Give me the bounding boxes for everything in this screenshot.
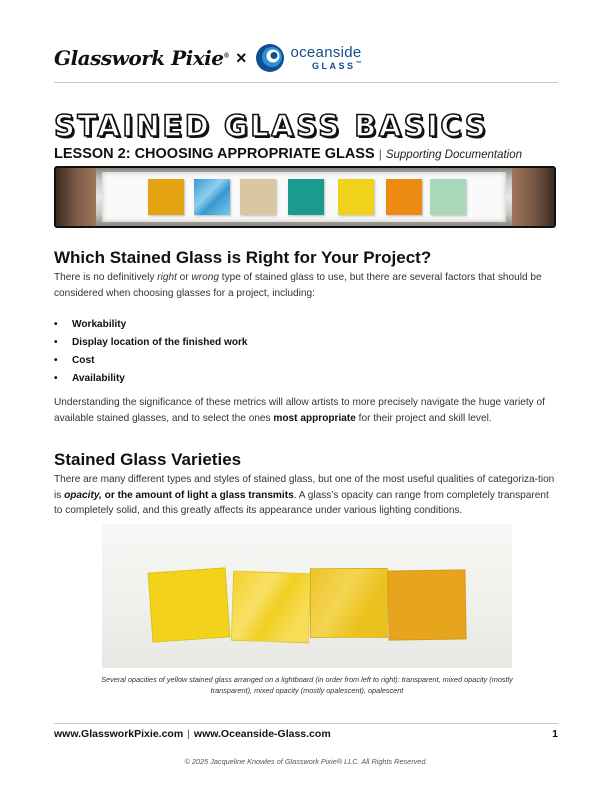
glasswork-pixie-text: Glasswork Pixie	[54, 46, 224, 70]
banner-wood-left	[56, 168, 96, 226]
glass-swatch	[194, 179, 230, 215]
varieties-emphasis: opacity,	[64, 489, 102, 501]
wave-swirl-icon	[255, 43, 285, 73]
footer-divider	[54, 723, 558, 724]
varieties-text-2: . A glass’s opacity can range from completely transparent to completely solid, and this greatly affects its appearance under various lighting conditions.	[54, 489, 549, 516]
oceanside-glass-logo	[255, 43, 361, 73]
intro-emphasis-wrong: wrong	[191, 272, 219, 283]
intro-text-2: or	[176, 272, 192, 283]
section2-heading: Stained Glass Varieties	[54, 450, 242, 469]
collab-separator: ×	[235, 47, 247, 68]
closing-bold: most appropriate	[273, 412, 356, 424]
trademark-mark: ™	[355, 61, 362, 67]
yellow-glass-piece	[310, 568, 388, 638]
intro-text-3: type of stained glass to use, but there are several factors that should be considered when choosing glasses for a project, including:	[54, 272, 542, 299]
page-title: STAINED GLASS BASICS	[54, 109, 489, 143]
section1-heading: Which Stained Glass is Right for Your Project?	[54, 248, 432, 267]
intro-emphasis-right: right	[157, 272, 177, 283]
banner-wood-right	[512, 168, 554, 226]
footer-separator: |	[187, 728, 190, 740]
registered-mark: ®	[223, 52, 229, 60]
yellow-glass-piece	[148, 567, 231, 642]
glass-swatch	[430, 179, 466, 215]
lesson-label: LESSON 2: CHOOSING APPROPRIATE GLASS	[54, 146, 375, 162]
list-item: • Availability	[54, 370, 248, 388]
section1-closing	[54, 395, 558, 426]
varieties-text-1: There are many different types and styles of stained glass, but one of the most useful qualities of categoriza-tion is	[54, 474, 555, 501]
intro-text-1: There is no definitively	[54, 272, 158, 283]
lesson-subtitle: Supporting Documentation	[385, 149, 523, 161]
glass-swatch	[386, 179, 422, 215]
oceanside-link[interactable]: www.Oceanside-Glass.com	[193, 728, 331, 740]
glassworkpixie-link[interactable]: www.GlassworkPixie.com	[54, 728, 184, 740]
glass-swatch	[148, 179, 184, 215]
list-item: • Workability	[54, 316, 248, 334]
factors-list	[54, 316, 248, 388]
oceanside-text: oceanside	[290, 44, 362, 61]
varieties-bold: or the amount of light a glass transmits	[101, 489, 294, 501]
header-logos	[54, 40, 362, 76]
section2-text	[54, 472, 558, 519]
closing-text-2: for their project and skill level.	[355, 412, 492, 424]
glass-swatch	[288, 179, 324, 215]
yellow-glass-piece	[231, 571, 311, 644]
glass-text	[290, 61, 361, 71]
copyright-notice: © 2025 Jacqueline Knowles of Glasswork Pixie® LLC. All Rights Reserved.	[184, 757, 428, 766]
photo-caption: Several opacities of yellow stained glass arranged on a lightboard (in order from left to right): transparent, mixed opacity (mostly transparent), mixed opacity (mostly opalescent), opalescent	[101, 675, 513, 695]
list-item: • Display location of the finished work	[54, 334, 248, 352]
glass-word: GLASS	[312, 61, 356, 71]
yellow-glass-piece	[387, 569, 466, 640]
lesson-separator: |	[378, 147, 382, 161]
yellow-glass-photo	[102, 524, 512, 668]
glasswork-pixie-logo	[54, 46, 229, 70]
page-number: 1	[552, 728, 558, 740]
lesson-heading	[54, 146, 522, 162]
glass-swatch	[338, 179, 374, 215]
section1-intro	[54, 270, 558, 301]
closing-text-1: Understanding the significance of these metrics will allow artists to more precisely navigate the huge variety of available stained glasses, and to select the ones	[54, 397, 545, 424]
header-divider	[54, 82, 558, 83]
footer-links	[54, 728, 331, 740]
glass-swatches-banner	[54, 166, 556, 228]
glass-swatch	[240, 179, 276, 215]
list-item: • Cost	[54, 352, 248, 370]
